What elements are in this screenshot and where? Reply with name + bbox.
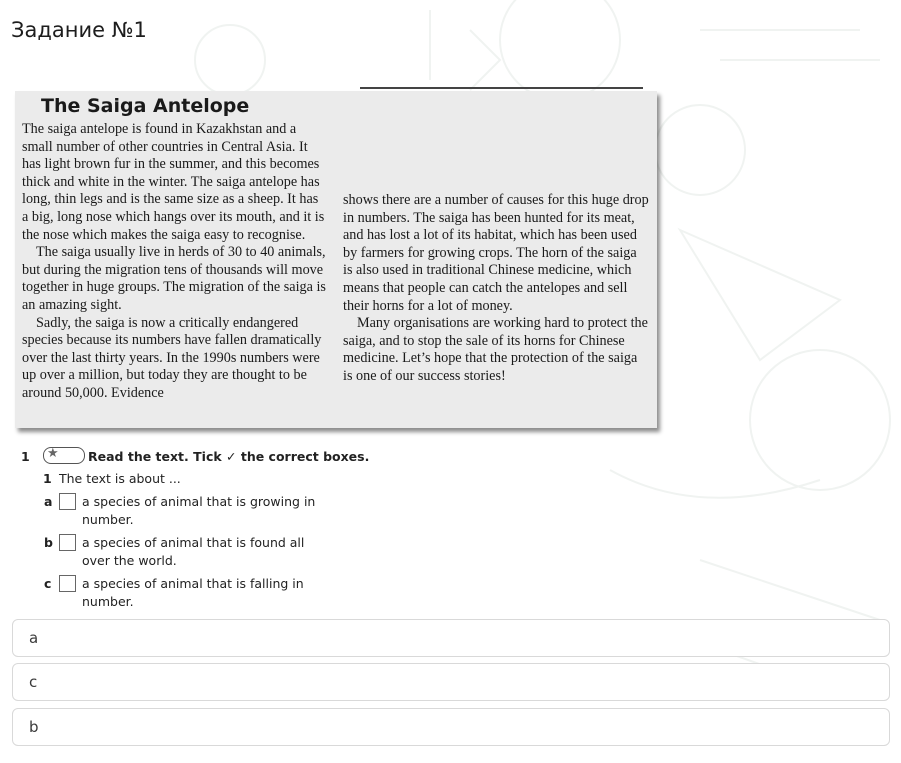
- star-icon: ★: [47, 446, 59, 461]
- paragraph: The saiga usually live in herds of 30 to 40 animals, but during the migration tens of thousands will move together in huge groups. The migration of the saiga is an amazing sight.: [22, 244, 326, 313]
- checkbox-icon: [59, 493, 76, 510]
- exercise-number: 1: [21, 449, 30, 464]
- paragraph: shows there are a number of causes for this huge drop in numbers. The saiga has been hunted for its meat, and has lost a lot of its habitat, which has been used by farmers for growing crops. The horn of the saiga is also used in traditional Chinese medicine, which means that people can catch the antelopes and sell their horns for a lot of money.: [343, 192, 649, 314]
- page-title: Задание №1: [11, 18, 147, 42]
- checkbox-icon: [59, 534, 76, 551]
- paragraph: Sadly, the saiga is now a critically endangered species because its numbers have fallen dramatically over the last thirty years. In the 1990s numbers were up over a million, but today they are thought to be around 50,000. Evidence: [22, 314, 322, 401]
- answer-option-b[interactable]: b: [12, 708, 890, 746]
- option-text: a species of animal that is growing in number.: [82, 494, 316, 527]
- option-letter: b: [44, 535, 53, 550]
- answer-option-c[interactable]: c: [12, 663, 890, 701]
- answer-option-a[interactable]: a: [12, 619, 890, 657]
- paragraph: The saiga antelope is found in Kazakhstan and a small number of other countries in Central Asia. It has light brown fur in the summer, and this becomes thick and white in the winter. The saiga antelope has long, thin legs and is the same size as a sheep. It has a big, long nose which hangs over its mouth, and it is the nose which makes the saiga easy to recognise.: [22, 121, 325, 243]
- option-letter: a: [44, 494, 53, 509]
- article-column-1: [22, 121, 327, 403]
- option-text: a species of animal that is falling in number.: [82, 576, 304, 609]
- difficulty-badge: [43, 447, 85, 464]
- paragraph: Many organisations are working hard to protect the saiga, and to stop the sale of its horns for Chinese medicine. Let’s hope that the protection of the saiga is one of our success stories!: [343, 315, 648, 384]
- exercise-instruction: Read the text. Tick ✓ the correct boxes.: [88, 449, 370, 464]
- option-text: a species of animal that is found all over the world.: [82, 535, 305, 568]
- option-letter: c: [44, 576, 52, 591]
- scan-top-edge: [360, 87, 643, 89]
- article-column-2: [343, 192, 649, 386]
- article-title: The Saiga Antelope: [41, 95, 250, 117]
- question-number: 1: [43, 471, 52, 486]
- article-scan: [15, 91, 657, 428]
- checkbox-icon: [59, 575, 76, 592]
- question-text: The text is about ...: [59, 471, 181, 486]
